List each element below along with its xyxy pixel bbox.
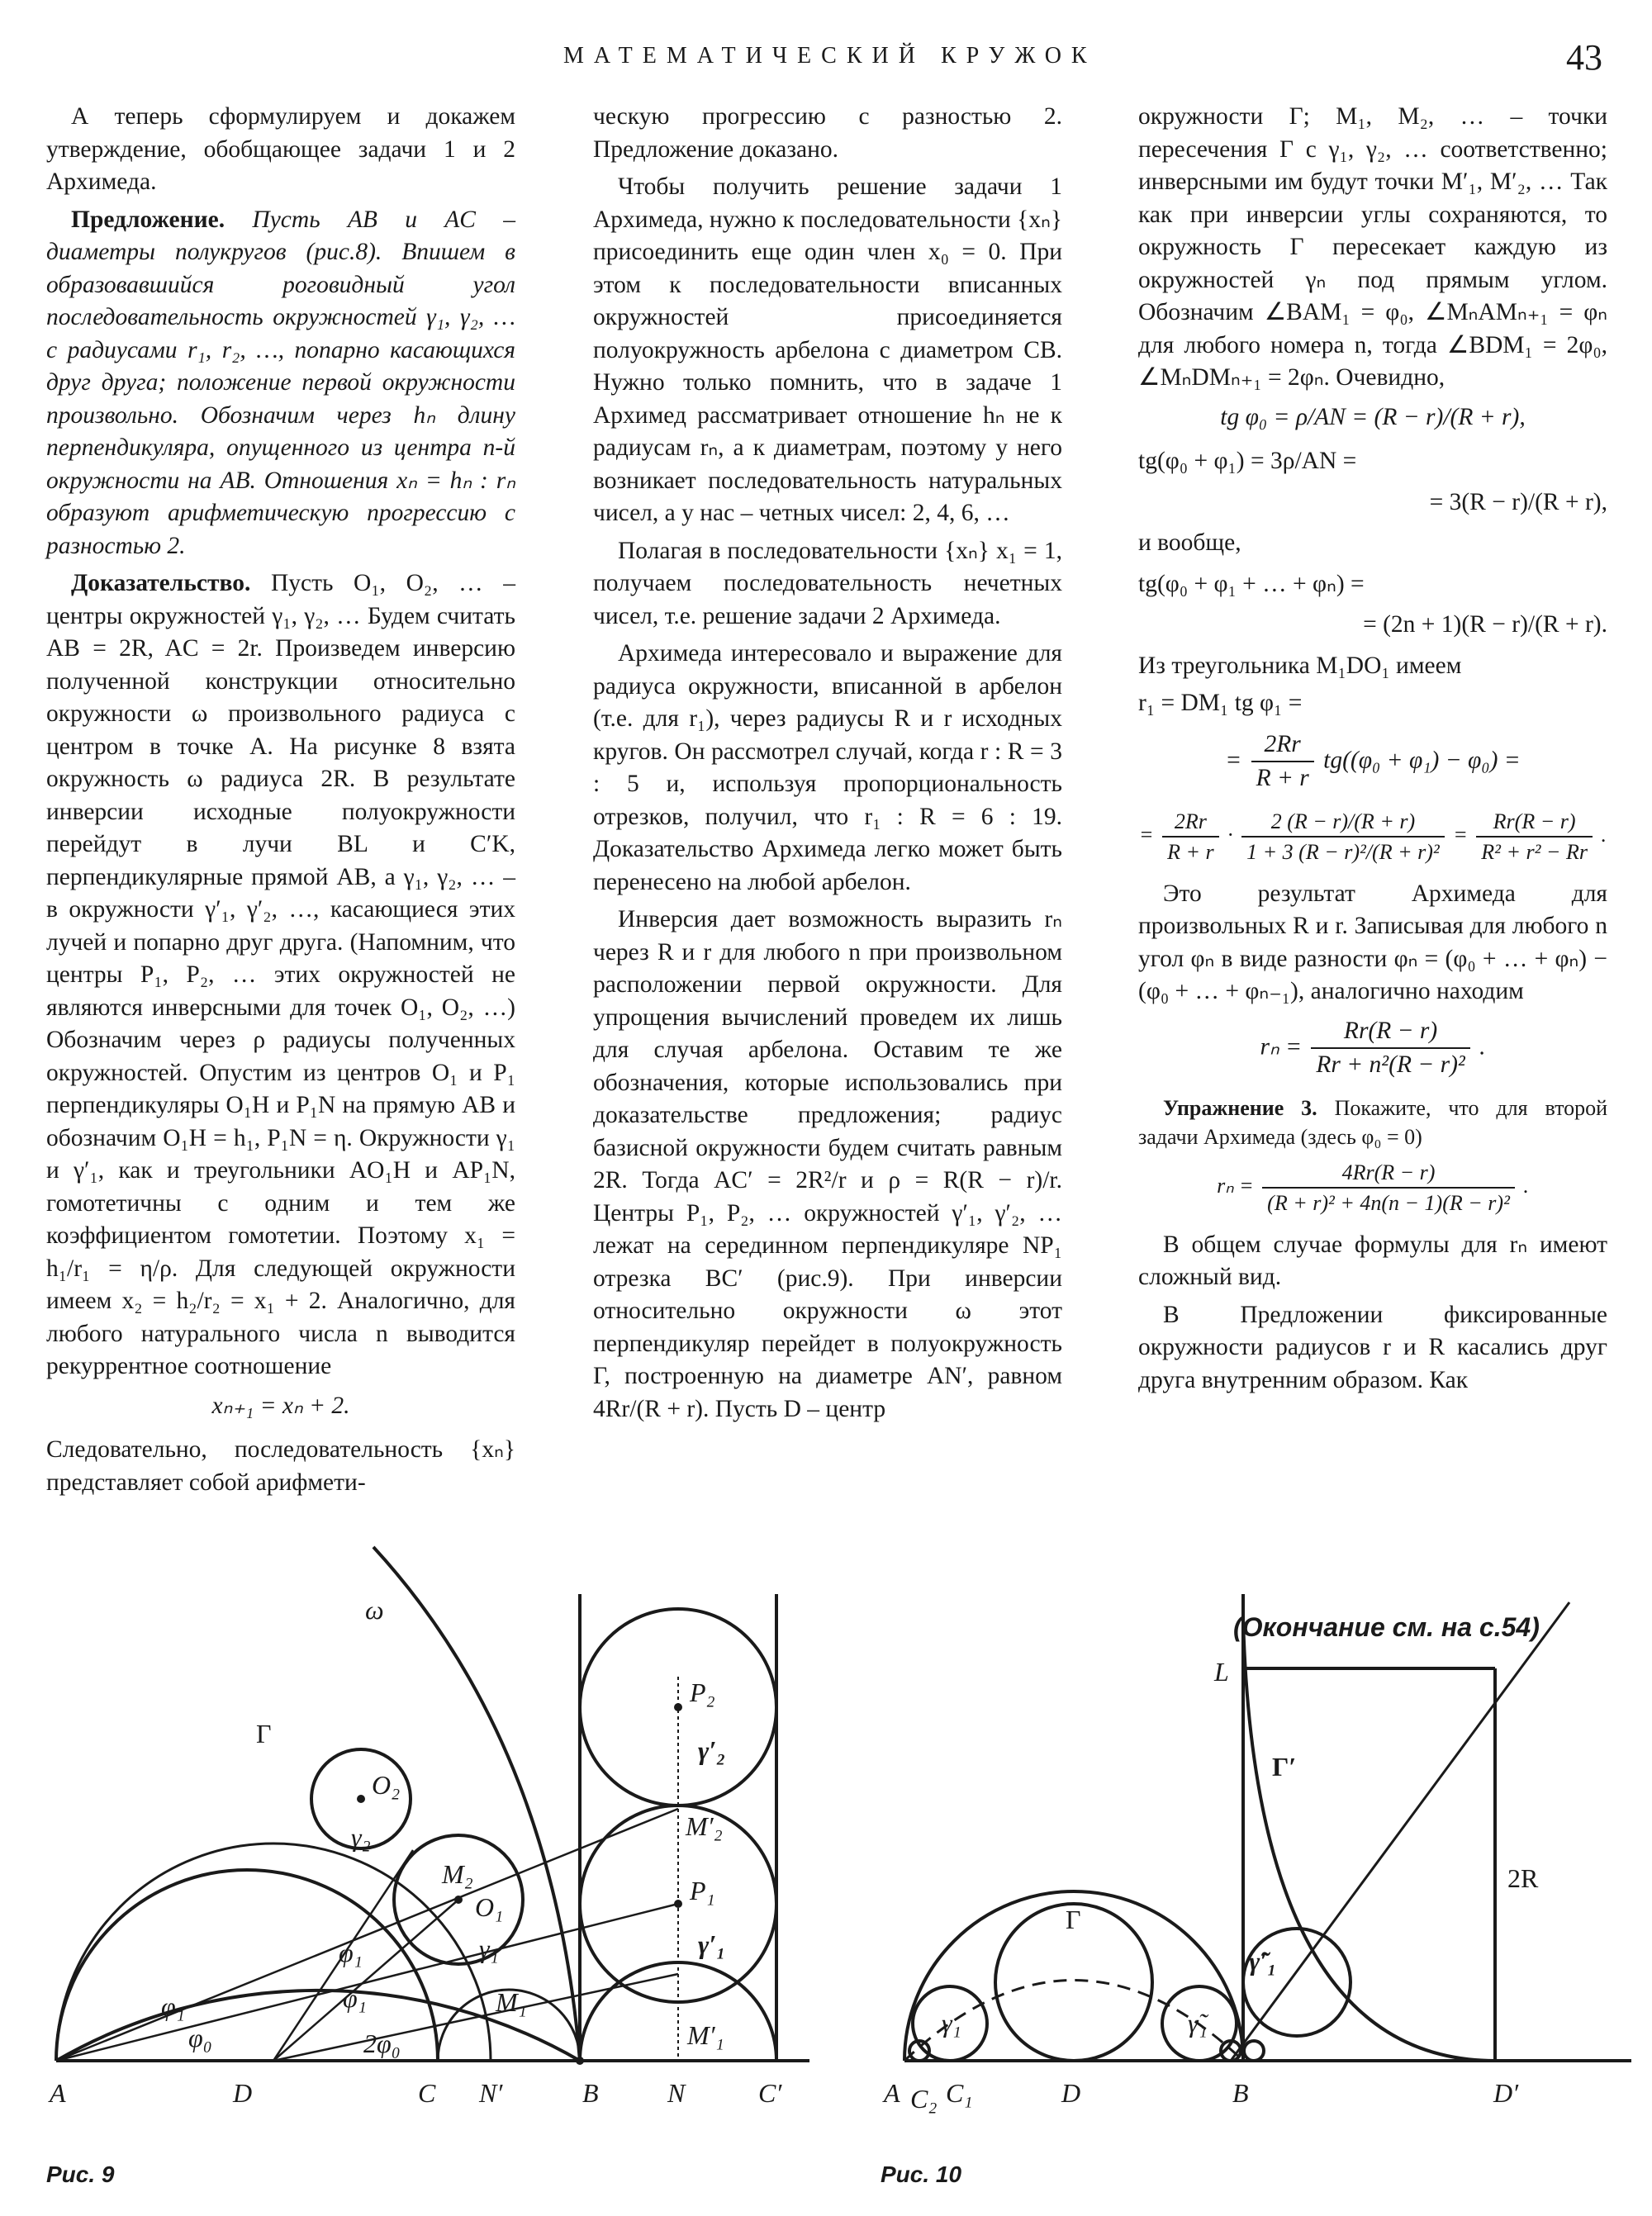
proposition-text: Пусть AB и AC – диаметры полукругов (рис.8). Впишем в образовавшийся роговидный угол последовательность окружностей γ₁, γ₂, … с радиусами r₁, r₂, …, попарно касающихся друг друга; положение первой окружности произвольно. Обозначим через hₙ длину перпендикуляра, опущенного из центра n-й окружности на AB. Отношения xₙ = hₙ : rₙ образуют арифметическую прогрессию с разностью 2. <box>46 206 515 559</box>
fraction: $\frac{4Rr(R - r)}{\text{(R + r)² + 4n(n − 1)(R − r)²}}$ <box>1262 1158 1515 1217</box>
label-m2-prime: M′₂ <box>686 1811 723 1841</box>
proof-text: Пусть O₁, O₂, … – центры окружностей γ₁, γ₂, … Будем считать AB = 2R, AC = 2r. Произведем инверсию полученной конструкции относительно окружности ω произвольного радиуса с центром в точке A. На рисунке 8 взята окружность ω радиуса 2R. В результате инверсии исходные полуокружности перейдут в лучи BL и C′K, перпендикулярные прямой AB, а γ₁, γ₂, … – в окружности γ′₁, γ′₂, …, касающиеся этих лучей и попарно друг друга. (Напомним, что центры P₁, P₂, … этих окружностей не являются инверсными для точек O₁, O₂, …) Обозначим через ρ радиусы полученных окружностей. Опустим из центров O₁ и P₁ перпендикуляры O₁H и P₁N на прямую AB и обозначим O₁H = h₁, P₁N = η. Окружности γ₁ и γ′₁, как и треугольники AO₁H и AP₁N, гомотетичны с одним и тем же коэффициентом гомотетии. Поэтому x₁ = h₁/r₁ = η/ρ. Для следующей окружности имеем x₂ = h₂/r₂ = x₁ + 2. Аналогично, для любого натурального числа n выводится рекуррентное соотношение <box>46 570 516 1379</box>
fraction: $\frac{2 (R - r)/(R + r)}{\text{1 + 3 (R − r)²/(R + r)²}}$ <box>1241 807 1445 866</box>
label-2r: 2R <box>1507 1863 1539 1893</box>
label-2phi0: 2φ₀ <box>363 2029 401 2058</box>
equation-rn: rₙ = $\frac{Rr(R - r)}{\text{Rr + n²(R − r)²}}$ . <box>1138 1015 1607 1082</box>
equation-tg-sum-na: tg(φ₀ + φ₁ + … + φₙ) = <box>1138 570 1365 597</box>
fraction: $\frac{2Rr}{R + r}$ <box>1162 807 1219 866</box>
label-c1: C₁ <box>946 2078 973 2108</box>
paragraph: Чтобы получить решение задачи 1 Архимеда, нужно к последовательности {xₙ} присоединить еще один член x₀ = 0. При этом к последовательности вписанных окружностей присоединяется полуокружность арбелона с диаметром CB. Нужно только помнить, что в задаче 1 Архимед рассматривает отношение hₙ не к радиусам rₙ, а к диаметрам, поэтому у него возникает последовательность натуральных чисел, а у нас – четных чисел: 2, 4, 6, … <box>593 173 1062 526</box>
paragraph: Это результат Архимеда для произвольных R и r. Записывая для любого n угол φₙ в виде разности φₙ = (φ₀ + … + φₙ) − (φ₀ + … + φₙ₋₁), аналогично находим <box>1138 880 1607 1004</box>
diagonal-line <box>1231 1602 1569 2061</box>
caption-fig10: Рис. 10 <box>881 2161 962 2187</box>
paragraph: А теперь сформулируем и докажем утверждение, обобщающее задачи 1 и 2 Архимеда. <box>46 103 515 195</box>
label-o1: O₁ <box>475 1892 504 1922</box>
running-title: МАТЕМАТИЧЕСКИЙ КРУЖОК <box>563 43 1097 69</box>
fraction: $\frac{Rr(R - r)}{\text{Rr + n²(R − r)²}}$ <box>1311 1015 1469 1082</box>
paragraph: ческую прогрессию с разностью 2. Предложение доказано. <box>593 103 1062 163</box>
exercise-text: Покажите, что для второй задачи Архимеда (здесь φ₀ = 0) <box>1138 1095 1608 1149</box>
label-o2: O₂ <box>372 1770 401 1800</box>
label-a: A <box>884 2078 900 2108</box>
circle-b-right <box>1244 2041 1264 2061</box>
label-gamma-1: γ₁ <box>942 2008 961 2038</box>
proof-label: Доказательство. <box>71 570 251 596</box>
label-b: B <box>582 2078 599 2108</box>
equation-r1: r₁ = DM₁ tg φ₁ = <box>1138 690 1303 716</box>
label-n-prime: N′ <box>479 2078 503 2108</box>
label-gamma1: γ₁ <box>479 1934 499 1963</box>
paragraph: Следовательно, последовательность {xₙ} представляет собой арифмети- <box>46 1436 515 1496</box>
label-d-prime: D′ <box>1493 2078 1519 2108</box>
paragraph: Полагая в последовательности {xₙ} x₁ = 1, получаем последовательность нечетных чисел, т.е. решение задачи 2 Архимеда. <box>593 537 1062 629</box>
label-m1-prime: M′₁ <box>687 2020 724 2050</box>
label-m2: M₂ <box>442 1859 473 1889</box>
label-b: B <box>1232 2078 1249 2108</box>
label-l: L <box>1214 1657 1229 1687</box>
label-n: N <box>667 2078 686 2108</box>
equation-tg-sum-1a: tg(φ₀ + φ₁) = 3ρ/AN = <box>1138 448 1357 474</box>
label-omega: ω <box>365 1595 384 1625</box>
label-gamma-tilde-1: γ̃₁ <box>1188 2008 1208 2038</box>
label-p2: P₂ <box>690 1677 715 1707</box>
paragraph: Архимеда интересовало и выражение для радиуса окружности, вписанной в арбелон (т.е. для r₁), через радиусы R и r исходных кругов. Он рассмотрел случай, когда r : R = 3 : 5 и, используя пропорциональность отрезков, получил, что r₁ : R = 6 : 19. Доказательство Архимеда легко может быть перенесено на любой арбелон. <box>593 640 1062 895</box>
label-gamma-tilde-prime-1: γ̃′₁ <box>1249 1946 1277 1976</box>
label-c: C <box>418 2078 436 2108</box>
label-c-prime: C′ <box>758 2078 782 2108</box>
label-gamma-prime-2: γ′₂ <box>698 1735 726 1765</box>
label-phi1-b: φ₁ <box>339 1938 363 1967</box>
label-d: D <box>1061 2078 1081 2108</box>
caption-fig9: Рис. 9 <box>46 2161 115 2187</box>
text-vobshe: и вообще, <box>1138 529 1241 556</box>
equation-r1-result: = $\frac{2Rr}{R + r}$ · $\frac{2 (R - r)/(R + r)}{\text{1 + 3 (R − r)²/(R + r)²}}$ = $\frac{Rr(R - r)}{\text{R² + r² − Rr}}$ . <box>1138 807 1607 866</box>
equation-tg-sum-1b: = 3(R − r)/(R + r), <box>1429 488 1607 515</box>
fraction: $\frac{Rr(R - r)}{\text{R² + r² − Rr}}$ <box>1476 807 1593 866</box>
equation-tg-sum-nb: = (2n + 1)(R − r)/(R + r). <box>1363 611 1607 638</box>
label-c2: C₂ <box>910 2084 938 2114</box>
equation-r1-step: = $\frac{2Rr}{R + r}$ tg((φ₀ + φ₁) − φ₀) = <box>1138 728 1607 795</box>
label-m1: M₁ <box>496 1987 527 2017</box>
page-number: 43 <box>1566 37 1602 78</box>
paragraph: окружности Γ; M₁, M₂, … – точки пересечения Γ с γ₁, γ₂, … соответственно; инверсными им будут точки M′₁, M′₂, … Так как при инверсии углы сохраняются, то окружность Γ пересекает каждую из окружностей γₙ под прямым углом. Обозначим ∠BAM₁ = φ₀, ∠MₙAMₙ₊₁ = φₙ для любого номера n, тогда ∠BDM₁ = 2φ₀, ∠MₙDMₙ₊₁ = 2φₙ. Очевидно, <box>1138 103 1607 391</box>
paragraph: В Предложении фиксированные окружности радиусов r и R касались друг друга внутренним образом. Как <box>1138 1301 1607 1393</box>
label-phi1-c: φ₁ <box>343 1983 367 2013</box>
label-gamma-prime: Γ′ <box>1272 1752 1297 1782</box>
label-gamma: Γ <box>256 1719 272 1749</box>
label-gamma: Γ <box>1066 1905 1081 1934</box>
label-phi0: φ₀ <box>188 2023 212 2052</box>
equation-tg-phi0: tg φ₀ = ρ/AN = (R − r)/(R + r), <box>1220 403 1526 430</box>
label-gamma2: γ₂ <box>351 1822 371 1852</box>
paragraph: В общем случае формулы для rₙ имеют сложный вид. <box>1138 1231 1607 1290</box>
label-d: D <box>233 2078 253 2108</box>
label-a: A <box>50 2078 66 2108</box>
proposition-label: Предложение. <box>71 206 225 233</box>
label-phi1-a: φ₁ <box>161 1991 185 2021</box>
equation-rn-exercise: rₙ = $\frac{4Rr(R - r)}{\text{(R + r)² + 4n(n − 1)(R − r)²}}$ . <box>1138 1158 1607 1217</box>
recurrence-equation: xₙ₊₁ = xₙ + 2. <box>211 1392 350 1419</box>
label-p1: P₁ <box>690 1876 715 1905</box>
fraction: $\frac{2Rr}{R + r}$ <box>1251 728 1314 795</box>
paragraph: Инверсия дает возможность выразить rₙ через R и r для любого n при произвольном расположении первой окружности. Для упрощения вычислений проведем их лишь для случая арбелона. Оставим те же обозначения, которые использовались при доказательстве предложения; радиус базисной окружности будем считать равным 2R. Тогда AC′ = 2R²/r и ρ = R(R − r)/r. Центры P₁, P₂, … окружностей γ′₁, γ′₂, … лежат на серединном перпендикуляре NP₁ отрезка BC′ (рис.9). При инверсии относительно окружности ω этот перпендикуляр перейдет в полуокружность Γ, построенную на диаметре AN′, равном 4Rr/(R + r). Пусть D – центр <box>593 906 1062 1422</box>
exercise-label: Упражнение 3. <box>1163 1095 1317 1120</box>
continuation-note: (Окончание см. на с.54) <box>1233 1612 1540 1642</box>
label-gamma-prime-1: γ′₁ <box>698 1929 726 1959</box>
paragraph: Из треугольника M₁DO₁ имеем <box>1138 652 1462 679</box>
